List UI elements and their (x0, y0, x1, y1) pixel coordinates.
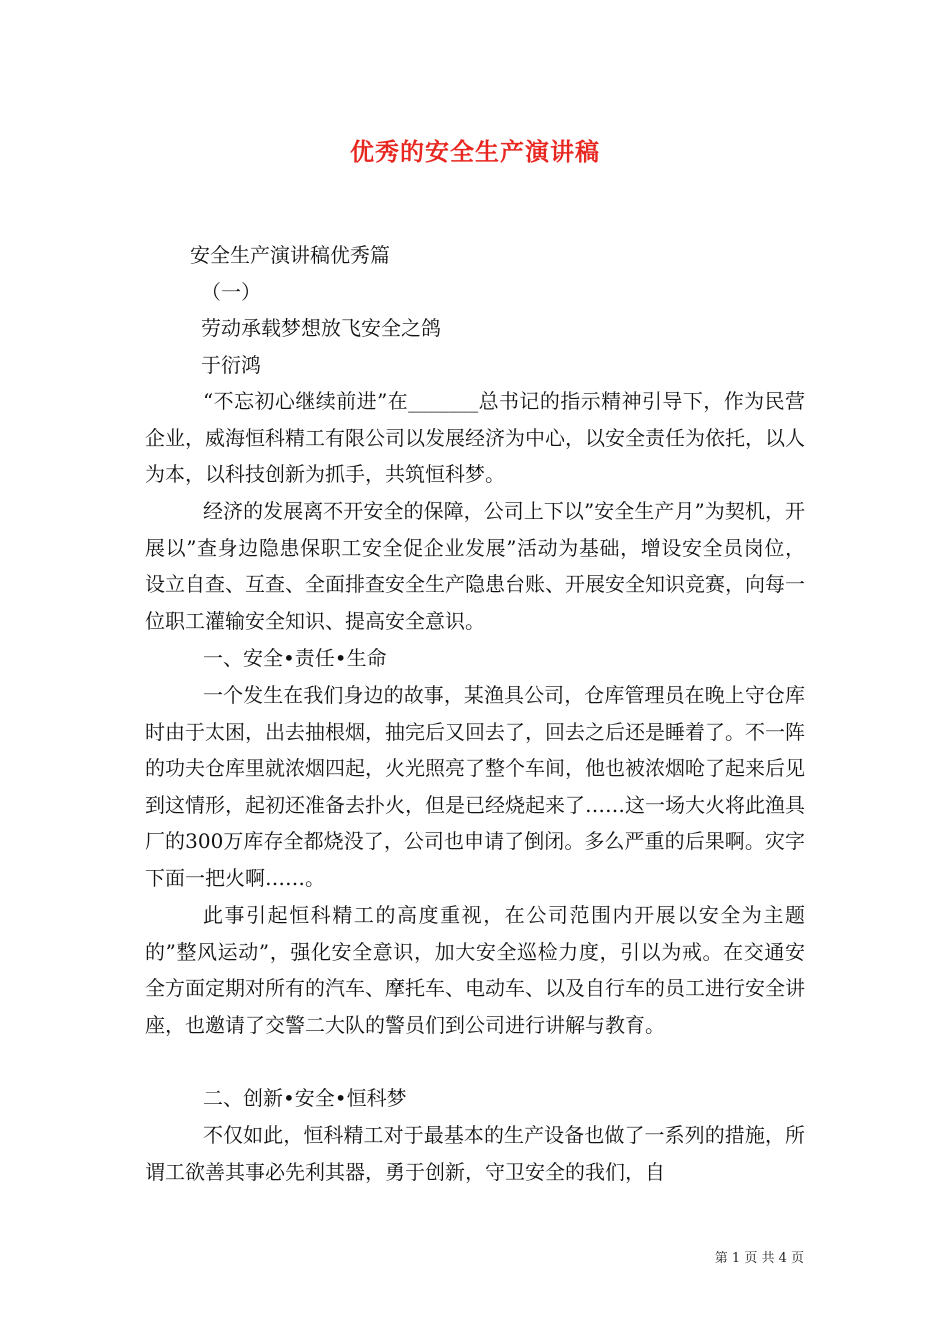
subtitle: 安全生产演讲稿优秀篇 (190, 243, 390, 267)
document-title: 优秀的安全生产演讲稿 (350, 137, 600, 166)
paragraph-equipment: 不仅如此，恒科精工对于最基本的生产设备也做了一系列的措施，所谓工欲善其事必先利其器，勇于创新，守卫安全的我们，自 (145, 1123, 805, 1184)
part-label: （一） (201, 280, 261, 304)
paragraph-safety-month: 经济的发展离不开安全的保障，公司上下以”安全生产月”为契机，开展以”查身边隐患保职工安全促企业发展”活动为基础，增设安全员岗位，设立自查、互查、全面排查安全生产隐患台账、开展安全知识竞赛，向每一位职工灌输安全知识、提高安全意识。 (145, 499, 805, 633)
author: 于衍鸿 (201, 353, 261, 377)
section-heading-2: 二、创新•安全•恒科梦 (203, 1086, 407, 1110)
paragraph-fire-story: 一个发生在我们身边的故事，某渔具公司，仓库管理员在晚上守仓库时由于太困，出去抽根烟，抽完后又回去了，回去之后还是睡着了。不一阵的功夫仓库里就浓烟四起，火光照亮了整个车间，他也被浓烟呛了起来后见到这情形，起初还准备去扑火，但是已经烧起来了……这一场大火将此渔具厂的300万库存全都烧没了，公司也申请了倒闭。多么严重的后果啊。灾字下面一把火啊……。 (145, 683, 805, 890)
section-heading-1: 一、安全•责任•生命 (203, 646, 387, 670)
speech-title: 劳动承载梦想放飞安全之鸽 (201, 316, 441, 340)
paragraph-campaign: 此事引起恒科精工的高度重视，在公司范围内开展以安全为主题的”整风运动”，强化安全意识，加大安全巡检力度，引以为戒。在交通安全方面定期对所有的汽车、摩托车、电动车、以及自行车的员工进行安全讲座，也邀请了交警二大队的警员们到公司进行讲解与教育。 (145, 903, 805, 1037)
paragraph-intro: “不忘初心继续前进”在_______总书记的指示精神引导下，作为民营企业，威海恒科精工有限公司以发展经济为中心，以安全责任为依托，以人为本，以科技创新为抓手，共筑恒科梦。 (145, 389, 805, 487)
page-footer: 第 1 页 共 4 页 (714, 1251, 804, 1266)
